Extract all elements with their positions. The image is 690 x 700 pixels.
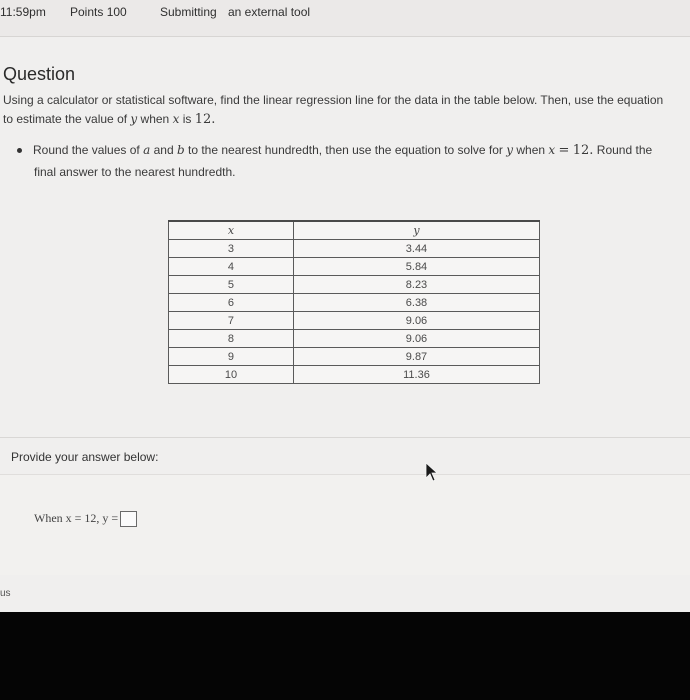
cell-x: 10 (169, 366, 294, 384)
bullet-text-3: Round the (596, 143, 653, 157)
cell-y: 5.84 (293, 258, 539, 276)
prompt-variable-y: y (130, 112, 138, 126)
table-row (169, 294, 540, 312)
section-divider (0, 437, 690, 438)
cell-y: 3.44 (293, 240, 539, 258)
table-row (169, 348, 540, 366)
cell-y: 8.23 (293, 276, 539, 294)
points-display (70, 5, 127, 19)
bullet-line-2: final answer to the nearest hundredth. (34, 165, 236, 179)
due-time: 11:59pm (0, 5, 46, 19)
points-value: 100 (106, 5, 127, 19)
column-header-x: x (169, 221, 294, 240)
prompt-is: is (182, 112, 192, 126)
cell-x: 9 (169, 348, 294, 366)
table-header-row (169, 221, 540, 240)
cell-x: 8 (169, 330, 294, 348)
variable-y: y (506, 143, 514, 157)
table-body (169, 240, 540, 384)
data-table (168, 220, 540, 384)
answer-line (34, 511, 137, 527)
table-row (169, 276, 540, 294)
monitor-bezel (0, 612, 690, 700)
cell-y: 9.87 (293, 348, 539, 366)
variable-x: x (548, 143, 556, 157)
prompt-value: 12. (194, 112, 216, 127)
left-tab-text: us (0, 588, 11, 599)
answer-label: Provide your answer below: (11, 450, 159, 464)
bullet-and: and (153, 143, 174, 157)
equals-sign: = (558, 143, 570, 158)
answer-input-box[interactable] (120, 511, 137, 527)
column-header-y: y (293, 221, 539, 240)
cell-y: 11.36 (293, 366, 539, 384)
bullet-dot-icon (17, 148, 22, 153)
prompt-variable-x: x (172, 112, 180, 126)
cell-x: 6 (169, 294, 294, 312)
bullet-text: Round the values of (33, 143, 140, 157)
submitting-label: Submitting (160, 5, 217, 19)
variable-a: a (143, 143, 151, 157)
table-row (169, 366, 540, 384)
cell-y: 6.38 (293, 294, 539, 312)
answer-prefix: When x = 12, y = (34, 511, 119, 525)
variable-b: b (176, 143, 185, 157)
bullet-line-1 (33, 141, 652, 160)
cell-x: 3 (169, 240, 294, 258)
cell-y: 9.06 (293, 330, 539, 348)
cell-x: 7 (169, 312, 294, 330)
table-row (169, 240, 540, 258)
bullet-value: 12. (572, 143, 594, 158)
submitting-value: an external tool (228, 5, 311, 19)
cell-x: 5 (169, 276, 294, 294)
table-row (169, 330, 540, 348)
question-heading: Question (3, 64, 76, 84)
cell-x: 4 (169, 258, 294, 276)
assignment-info-bar (0, 0, 690, 37)
cell-y: 9.06 (293, 312, 539, 330)
table-row (169, 258, 540, 276)
prompt-text: Using a calculator or statistical software, find the linear regression line for the data in the table below. Then, use the equation to estimate the value of (3, 93, 664, 126)
prompt-when: when (140, 112, 170, 126)
question-prompt (3, 91, 673, 129)
bullet-text-2: to the nearest hundredth, then use the equation to solve for (188, 143, 503, 157)
table-row (169, 312, 540, 330)
points-label: Points (70, 5, 104, 19)
bullet-when: when (516, 143, 546, 157)
mouse-pointer-icon (425, 462, 439, 482)
